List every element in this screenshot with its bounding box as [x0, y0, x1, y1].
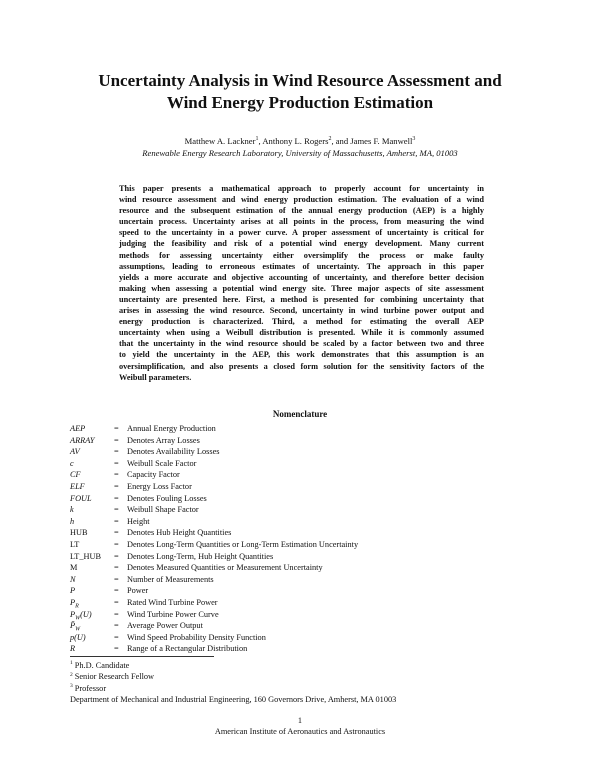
nomenclature-symbol: AV [70, 447, 80, 457]
nomenclature-entry [70, 423, 540, 435]
nomenclature-equals: = [114, 493, 119, 503]
nomenclature-equals: = [114, 528, 119, 538]
paper-title [60, 70, 540, 114]
nomenclature-definition: Annual Energy Production [127, 424, 216, 433]
footnote-text: Professor [74, 683, 107, 693]
nomenclature-entry [70, 632, 540, 644]
author-footnote-mark: 2 [328, 136, 332, 143]
author-separator: , [258, 136, 263, 146]
affiliation: Renewable Energy Research Laboratory, University of Massachusetts, Amherst, MA, 01003 [142, 148, 458, 158]
nomenclature-symbol: P [70, 586, 76, 596]
nomenclature-entry [70, 469, 540, 481]
nomenclature-equals: = [114, 516, 119, 526]
organization-footer: American Institute of Aeronautics and Astronautics [214, 727, 386, 736]
nomenclature-equals: = [114, 505, 119, 515]
footnote-text: Ph.D. Candidate [74, 661, 130, 670]
footnote-mark: 3 [70, 683, 73, 690]
nomenclature-definition: Range of a Rectangular Distribution [127, 644, 248, 654]
nomenclature-definition: Denotes Measured Quantities or Measurement Uncertainty [127, 563, 323, 573]
nomenclature-equals: = [114, 574, 119, 584]
abstract-line: judging the feasibility and risk of a potential wind energy development. Many current [119, 239, 484, 249]
footnote-mark: 2 [70, 671, 73, 678]
nomenclature-equals: = [114, 563, 119, 573]
footnote-mark: 1 [70, 660, 73, 667]
abstract-line: making when assessing a potential wind energy site. Three major aspects of site assessment [119, 283, 484, 293]
author-name: Anthony L. Rogers [262, 136, 329, 146]
nomenclature-definition: Denotes Availability Losses [127, 447, 220, 457]
nomenclature-symbol: c [70, 458, 74, 468]
footnote [70, 671, 396, 682]
author-list [60, 136, 540, 147]
nomenclature-entry [70, 493, 540, 505]
abstract-line: yields a more accurate and objective accounting of uncertainty, and therefore better decision [119, 272, 484, 282]
nomenclature-entry [70, 458, 540, 470]
abstract-line: that the uncertainty in the wind resource should be scaled by a factor between two and three [119, 339, 484, 349]
title-line-1: Uncertainty Analysis in Wind Resource Assessment and [98, 71, 502, 90]
nomenclature-symbol: FOUL [70, 493, 92, 503]
footnote-divider [70, 656, 214, 657]
nomenclature-definition: Rated Wind Turbine Power [127, 597, 218, 607]
nomenclature-symbol: h [70, 516, 75, 526]
abstract-line: uncertain process. Uncertainty arises at all points in the process, from measuring the wind [119, 217, 484, 227]
nomenclature-definition: Wind Turbine Power Curve [127, 609, 219, 619]
nomenclature-symbol: k [70, 505, 74, 515]
nomenclature-definition: Average Power Output [127, 621, 203, 631]
nomenclature-equals: = [114, 470, 119, 480]
footnote [70, 683, 396, 694]
nomenclature-entry [70, 539, 540, 551]
abstract-line: methods for assessing uncertainty either oversimplify the process or make faulty [119, 250, 484, 260]
nomenclature-entry [70, 597, 540, 609]
nomenclature-equals: = [114, 632, 119, 642]
nomenclature-definition: Denotes Fouling Losses [127, 493, 207, 503]
abstract-line: wind resource assessment and wind energy production estimation. The evaluation of a wind [119, 195, 484, 205]
nomenclature-entry [70, 504, 540, 516]
nomenclature-definition: Denotes Hub Height Quantities [127, 528, 232, 538]
nomenclature-entry [70, 574, 540, 586]
nomenclature-definition: Denotes Long-Term Quantities or Long-Term Estimation Uncertainty [127, 539, 359, 549]
author-name: Matthew A. Lackner [184, 136, 256, 146]
nomenclature-definition: Energy Loss Factor [127, 481, 192, 491]
abstract-line: to yield the uncertainty in the AEP, this work demonstrates that this assumption is an [119, 350, 484, 360]
author-name: James F. Manwell [350, 136, 413, 146]
author-separator: , and [331, 136, 351, 146]
nomenclature-equals: = [114, 435, 119, 445]
nomenclature-equals: = [114, 609, 119, 619]
nomenclature-symbol: N [70, 574, 76, 584]
abstract-line: assumptions, leading to erroneous estimates of uncertainty. The approach in this paper [119, 261, 484, 271]
footnote [70, 660, 396, 671]
nomenclature-entry [70, 516, 540, 528]
abstract-line: speed to the uncertainty in a power curve. A proper assessment of uncertainty is critical for [119, 228, 484, 238]
nomenclature-definition: Denotes Long-Term, Hub Height Quantities [127, 551, 274, 561]
nomenclature-entry [70, 585, 540, 597]
nomenclature-entry [70, 562, 540, 574]
nomenclature-symbol: $P̄_W$ [70, 621, 81, 633]
nomenclature-entry [70, 643, 540, 655]
author-footnote-mark: 1 [255, 136, 259, 143]
nomenclature-definition: Height [127, 516, 150, 526]
nomenclature-list [70, 423, 540, 655]
nomenclature-symbol: ARRAY [70, 435, 95, 445]
nomenclature-entry [70, 609, 540, 621]
nomenclature-symbol: $P_R$ [70, 597, 79, 610]
nomenclature-equals: = [114, 447, 119, 457]
nomenclature-entry [70, 446, 540, 458]
nomenclature-entry [70, 551, 540, 563]
abstract-line: oversimplification, and also presents a closed form solution for the sensitivity factors of the [119, 361, 484, 371]
nomenclature-entry [70, 435, 540, 447]
nomenclature-equals: = [114, 481, 119, 491]
nomenclature-equals: = [114, 551, 119, 561]
nomenclature-symbol: AEP [70, 424, 86, 433]
page-number: 1 [297, 716, 303, 725]
nomenclature-definition: Weibull Scale Factor [127, 458, 197, 468]
abstract-line: resource and the subsequent estimation of the annual energy production (AEP) is a highly [119, 206, 484, 216]
nomenclature-entry [70, 481, 540, 493]
abstract-line: arises in assessing the wind resource. Second, uncertainty in wind turbine power output and [119, 306, 484, 316]
nomenclature-definition: Capacity Factor [127, 470, 180, 480]
nomenclature-equals: = [114, 644, 119, 654]
abstract-line: Weibull parameters. [119, 372, 192, 382]
nomenclature-definition: Number of Measurements [127, 574, 214, 584]
abstract-line: This paper presents a mathematical approach to properly account for uncertainty in [119, 184, 484, 193]
nomenclature-symbol: $P_W(U)$ [70, 609, 92, 622]
author-footnote-mark: 3 [412, 136, 416, 143]
nomenclature-heading: Nomenclature [272, 409, 328, 419]
nomenclature-symbol: ELF [70, 481, 85, 491]
department-address: Department of Mechanical and Industrial Engineering, 160 Governors Drive, Amherst, MA 01003 [70, 695, 397, 705]
nomenclature-equals: = [114, 597, 119, 607]
footnotes [70, 660, 396, 706]
abstract-line: uncertainty when using a Weibull distribution is presented. While it is commonly assumed [119, 328, 484, 338]
nomenclature-symbol: R [70, 644, 76, 654]
title-line-2: Wind Energy Production Estimation [166, 93, 434, 112]
nomenclature-definition: Denotes Array Losses [127, 435, 200, 445]
nomenclature-equals: = [114, 539, 119, 549]
nomenclature-definition: Power [127, 586, 149, 596]
abstract-line: energy production is characterized. Third, a method for estimating the overall AEP [119, 317, 484, 327]
nomenclature-definition: Wind Speed Probability Density Function [127, 632, 266, 642]
nomenclature-symbol: LT_HUB [70, 551, 102, 561]
nomenclature-entry [70, 527, 540, 539]
nomenclature-symbol: LT [70, 539, 80, 549]
nomenclature-symbol: HUB [70, 528, 88, 538]
nomenclature-symbol: p(U) [70, 632, 86, 642]
footnote-text: Senior Research Fellow [74, 672, 155, 682]
nomenclature-symbol: M [70, 563, 78, 573]
nomenclature-equals: = [114, 586, 119, 596]
abstract-line: uncertainty are presented here. First, a method is presented for combining uncertainty that [119, 294, 484, 304]
nomenclature-definition: Weibull Shape Factor [127, 505, 199, 515]
nomenclature-symbol: CF [70, 470, 81, 480]
nomenclature-equals: = [114, 458, 119, 468]
nomenclature-equals: = [114, 424, 119, 433]
nomenclature-entry [70, 620, 540, 632]
nomenclature-equals: = [114, 621, 119, 631]
abstract [119, 183, 484, 383]
